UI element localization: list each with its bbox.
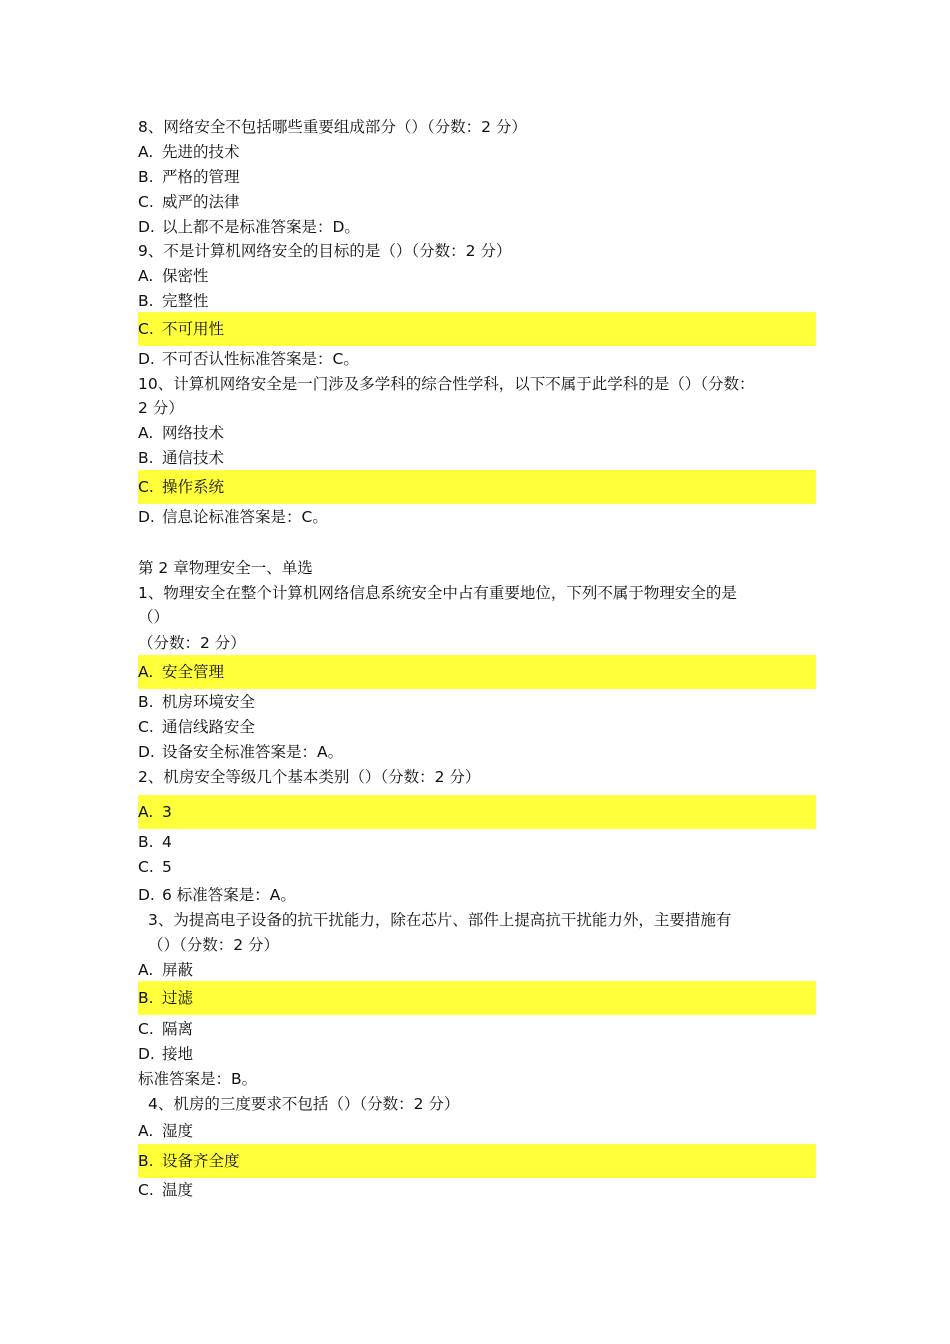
ch2-question-1-stem: 1、物理安全在整个计算机网络信息系统安全中占有重要地位，下列不属于物理安全的是 (138, 584, 737, 602)
option-letter: B. (138, 292, 154, 310)
option-text: 安全管理 (162, 663, 225, 681)
option-letter: A. (138, 143, 154, 161)
ch2-question-2-option-c (138, 855, 816, 879)
option-text: 完整性 (162, 292, 209, 310)
option-letter: C. (138, 1020, 154, 1038)
question-9-option-b (138, 289, 816, 313)
option-text: 设备安全标准答案是：A。 (162, 743, 344, 761)
question-10-option-a (138, 421, 816, 445)
ch2-question-3-option-d (138, 1042, 816, 1066)
ch2-question-1-option-d (138, 740, 816, 764)
ch2-question-2-option-b (138, 830, 816, 854)
option-letter: B. (138, 449, 154, 467)
option-letter: C. (138, 320, 154, 338)
option-letter: A. (138, 803, 154, 821)
option-letter: A. (138, 267, 154, 285)
question-9-option-a (138, 264, 816, 288)
ch2-question-1-option-b (138, 690, 816, 714)
option-letter: D. (138, 508, 155, 526)
option-text: 屏蔽 (162, 961, 194, 979)
ch2-question-2-option-d (138, 883, 816, 907)
option-letter: B. (138, 833, 154, 851)
question-10-stem: 10、计算机网络安全是一门涉及多学科的综合性学科，以下不属于此学科的是（）（分数： (138, 375, 755, 393)
ch2-question-3-stem-cont: （）（分数：2 分） (148, 936, 280, 954)
option-text: 隔离 (162, 1020, 194, 1038)
ch2-question-3-stem: 3、为提高电子设备的抗干扰能力，除在芯片、部件上提高抗干扰能力外，主要措施有 (148, 911, 732, 929)
option-letter: C. (138, 193, 154, 211)
chapter-heading: 第 2 章物理安全一、单选 (138, 559, 313, 577)
option-text: 6 标准答案是：A。 (162, 886, 296, 904)
ch2-question-2-stem: 2、机房安全等级几个基本类别（）（分数：2 分） (138, 768, 481, 786)
option-letter: A. (138, 961, 154, 979)
option-text: 威严的法律 (162, 193, 240, 211)
ch2-question-3-option-b-highlighted (138, 981, 816, 1015)
option-letter: B. (138, 168, 154, 186)
ch2-question-4-stem: 4、机房的三度要求不包括（）（分数：2 分） (148, 1095, 460, 1113)
option-text: 通信技术 (162, 449, 225, 467)
option-text: 操作系统 (162, 478, 225, 496)
ch2-question-3-option-c (138, 1017, 816, 1041)
option-letter: D. (138, 886, 155, 904)
question-8-option-c (138, 190, 816, 214)
option-letter: A. (138, 424, 154, 442)
ch2-question-1-stem-cont: （） (138, 608, 170, 626)
ch2-question-1-option-a-highlighted (138, 655, 816, 689)
option-letter: C. (138, 1181, 154, 1199)
ch2-question-4-option-b-highlighted (138, 1144, 816, 1178)
question-10-stem-cont: 2 分） (138, 399, 184, 417)
ch2-question-2-option-a-highlighted (138, 795, 816, 829)
option-letter: C. (138, 858, 154, 876)
option-text: 先进的技术 (162, 143, 240, 161)
option-text: 湿度 (162, 1122, 194, 1140)
option-text: 通信线路安全 (162, 718, 256, 736)
option-letter: C. (138, 718, 154, 736)
question-8-option-a (138, 140, 816, 164)
option-text: 网络技术 (162, 424, 225, 442)
option-letter: D. (138, 1045, 155, 1063)
ch2-question-4-option-c (138, 1178, 816, 1202)
option-text: 接地 (162, 1045, 194, 1063)
ch2-question-3-option-a (138, 958, 816, 982)
question-8-option-d (138, 215, 816, 239)
option-letter: B. (138, 1152, 154, 1170)
option-letter: C. (138, 478, 154, 496)
option-letter: D. (138, 218, 155, 236)
option-text: 严格的管理 (162, 168, 240, 186)
option-text: 以上都不是标准答案是：D。 (162, 218, 360, 236)
option-text: 不可否认性标准答案是：C。 (162, 350, 359, 368)
question-9-option-d (138, 347, 816, 371)
question-9-option-c-highlighted (138, 312, 816, 346)
question-9-stem: 9、不是计算机网络安全的目标的是（）（分数：2 分） (138, 242, 512, 260)
option-text: 保密性 (162, 267, 209, 285)
option-text: 过滤 (162, 989, 194, 1007)
ch2-question-1-score: （分数：2 分） (138, 634, 246, 652)
option-letter: D. (138, 350, 155, 368)
question-10-option-d (138, 505, 816, 529)
option-text: 温度 (162, 1181, 194, 1199)
ch2-question-1-option-c (138, 715, 816, 739)
ch2-question-3-answer: 标准答案是：B。 (138, 1070, 258, 1088)
option-letter: B. (138, 693, 154, 711)
option-letter: B. (138, 989, 154, 1007)
option-letter: A. (138, 1122, 154, 1140)
option-text: 不可用性 (162, 320, 225, 338)
option-text: 信息论标准答案是：C。 (162, 508, 328, 526)
option-letter: D. (138, 743, 155, 761)
option-text: 机房环境安全 (162, 693, 256, 711)
question-8-option-b (138, 165, 816, 189)
ch2-question-4-option-a (138, 1119, 816, 1143)
question-10-option-b (138, 446, 816, 470)
option-text: 4 (162, 833, 172, 851)
question-8-stem: 8、网络安全不包括哪些重要组成部分（）（分数：2 分） (138, 118, 527, 136)
option-letter: A. (138, 663, 154, 681)
option-text: 3 (162, 803, 172, 821)
option-text: 设备齐全度 (162, 1152, 240, 1170)
option-text: 5 (162, 858, 172, 876)
question-10-option-c-highlighted (138, 470, 816, 504)
